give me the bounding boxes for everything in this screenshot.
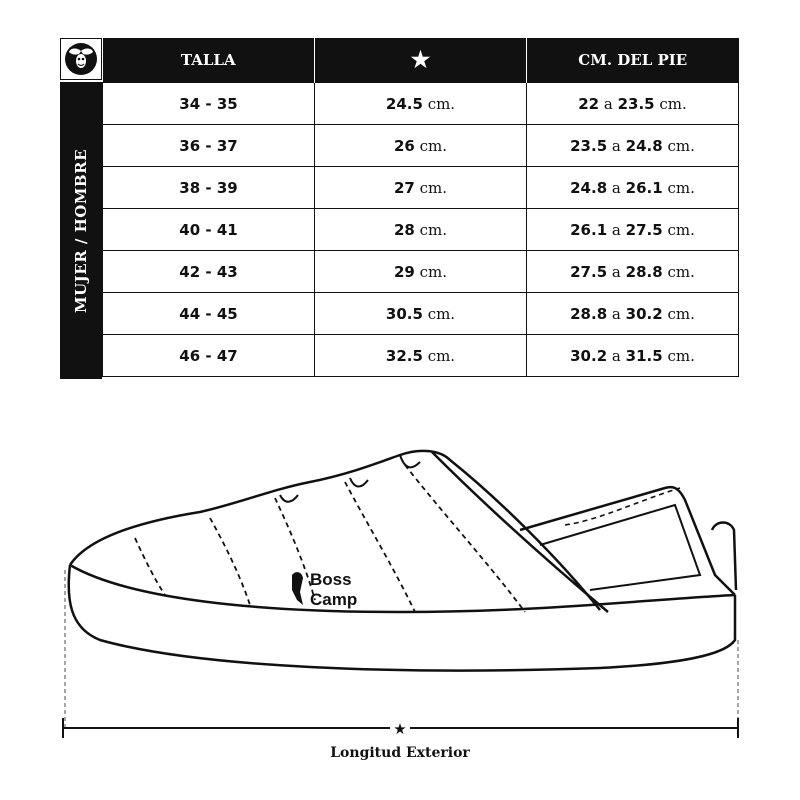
table-header-row xyxy=(103,38,739,83)
shoe-sole xyxy=(69,565,735,671)
foot-range-sep: a xyxy=(603,94,613,113)
star-length-unit: cm. xyxy=(419,178,448,197)
gender-label-text: MUJER / HOMBRE xyxy=(72,148,90,313)
foot-range-sep: a xyxy=(611,136,621,155)
talla-value: 44 - 45 xyxy=(179,304,238,323)
table-row xyxy=(103,167,739,209)
foot-range-from: 28.8 xyxy=(570,304,608,323)
star-length-value: 32.5 xyxy=(385,346,423,365)
star-length-unit: cm. xyxy=(427,346,456,365)
star-length-value: 28 xyxy=(393,220,415,239)
talla-value: 38 - 39 xyxy=(179,178,238,197)
star-length-value: 24.5 xyxy=(385,94,423,113)
cell-star-length xyxy=(315,251,527,293)
foot-range-to: 26.1 xyxy=(625,178,663,197)
foot-range-unit: cm. xyxy=(667,262,695,281)
cell-star-length xyxy=(315,83,527,125)
foot-range-sep: a xyxy=(611,304,621,323)
brand-name-line1: Boss xyxy=(310,570,352,589)
foot-range-sep: a xyxy=(611,220,621,239)
foot-range-unit: cm. xyxy=(667,346,695,365)
star-length-unit: cm. xyxy=(419,220,448,239)
cell-foot-range xyxy=(527,83,739,125)
cell-foot-range xyxy=(527,125,739,167)
foot-range-from: 26.1 xyxy=(570,220,608,239)
foot-range-from: 30.2 xyxy=(570,346,608,365)
cell-star-length xyxy=(315,293,527,335)
header-cm-del-pie: CM. DEL PIE xyxy=(527,38,739,83)
talla-value: 42 - 43 xyxy=(179,262,238,281)
foot-range-to: 27.5 xyxy=(625,220,663,239)
foot-range-sep: a xyxy=(611,262,621,281)
star-length-unit: cm. xyxy=(419,136,448,155)
cell-star-length xyxy=(315,167,527,209)
star-length-value: 26 xyxy=(393,136,415,155)
cell-foot-range xyxy=(527,251,739,293)
cell-star-length xyxy=(315,209,527,251)
table-row xyxy=(103,335,739,377)
table-row xyxy=(103,209,739,251)
star-marker-icon: ★ xyxy=(393,720,407,738)
table-row xyxy=(103,83,739,125)
cell-star-length xyxy=(315,335,527,377)
foot-range-sep: a xyxy=(611,178,621,197)
cell-talla xyxy=(103,251,315,293)
cell-talla xyxy=(103,335,315,377)
talla-value: 34 - 35 xyxy=(179,94,238,113)
talla-value: 36 - 37 xyxy=(179,136,238,155)
cell-talla xyxy=(103,209,315,251)
foot-range-to: 23.5 xyxy=(617,94,655,113)
size-table xyxy=(102,38,739,377)
foot-range-sep: a xyxy=(611,346,621,365)
cell-talla xyxy=(103,293,315,335)
talla-value: 46 - 47 xyxy=(179,346,238,365)
foot-range-from: 24.8 xyxy=(570,178,608,197)
table-row xyxy=(103,293,739,335)
star-length-value: 29 xyxy=(393,262,415,281)
slipper-illustration xyxy=(0,420,800,800)
table-row xyxy=(103,125,739,167)
talla-value: 40 - 41 xyxy=(179,220,238,239)
star-length-unit: cm. xyxy=(419,262,448,281)
cell-star-length xyxy=(315,125,527,167)
length-caption: Longitud Exterior xyxy=(330,745,470,761)
cell-foot-range xyxy=(527,293,739,335)
cell-foot-range xyxy=(527,209,739,251)
heel-tab xyxy=(712,523,736,591)
foot-range-to: 24.8 xyxy=(625,136,663,155)
brand-name-line2: Camp xyxy=(310,590,358,609)
cell-talla xyxy=(103,125,315,167)
foot-range-unit: cm. xyxy=(667,178,695,197)
foot-range-from: 23.5 xyxy=(570,136,608,155)
cell-foot-range xyxy=(527,335,739,377)
brand-logo xyxy=(60,38,102,80)
gender-side-label xyxy=(60,82,102,379)
cell-talla xyxy=(103,167,315,209)
foot-range-to: 28.8 xyxy=(625,262,663,281)
star-length-unit: cm. xyxy=(427,94,456,113)
foot-range-unit: cm. xyxy=(659,94,687,113)
star-icon: ★ xyxy=(410,47,431,73)
star-length-value: 27 xyxy=(393,178,415,197)
cell-foot-range xyxy=(527,167,739,209)
foot-range-from: 27.5 xyxy=(570,262,608,281)
header-talla: TALLA xyxy=(103,38,315,83)
cell-talla xyxy=(103,83,315,125)
star-length-unit: cm. xyxy=(427,304,456,323)
foot-range-unit: cm. xyxy=(667,136,695,155)
foot-range-to: 31.5 xyxy=(625,346,663,365)
foot-range-from: 22 xyxy=(578,94,600,113)
foot-range-unit: cm. xyxy=(667,220,695,239)
table-row xyxy=(103,251,739,293)
foot-range-unit: cm. xyxy=(667,304,695,323)
header-star xyxy=(315,38,527,83)
bee-icon xyxy=(64,42,98,76)
star-length-value: 30.5 xyxy=(385,304,423,323)
foot-range-to: 30.2 xyxy=(625,304,663,323)
